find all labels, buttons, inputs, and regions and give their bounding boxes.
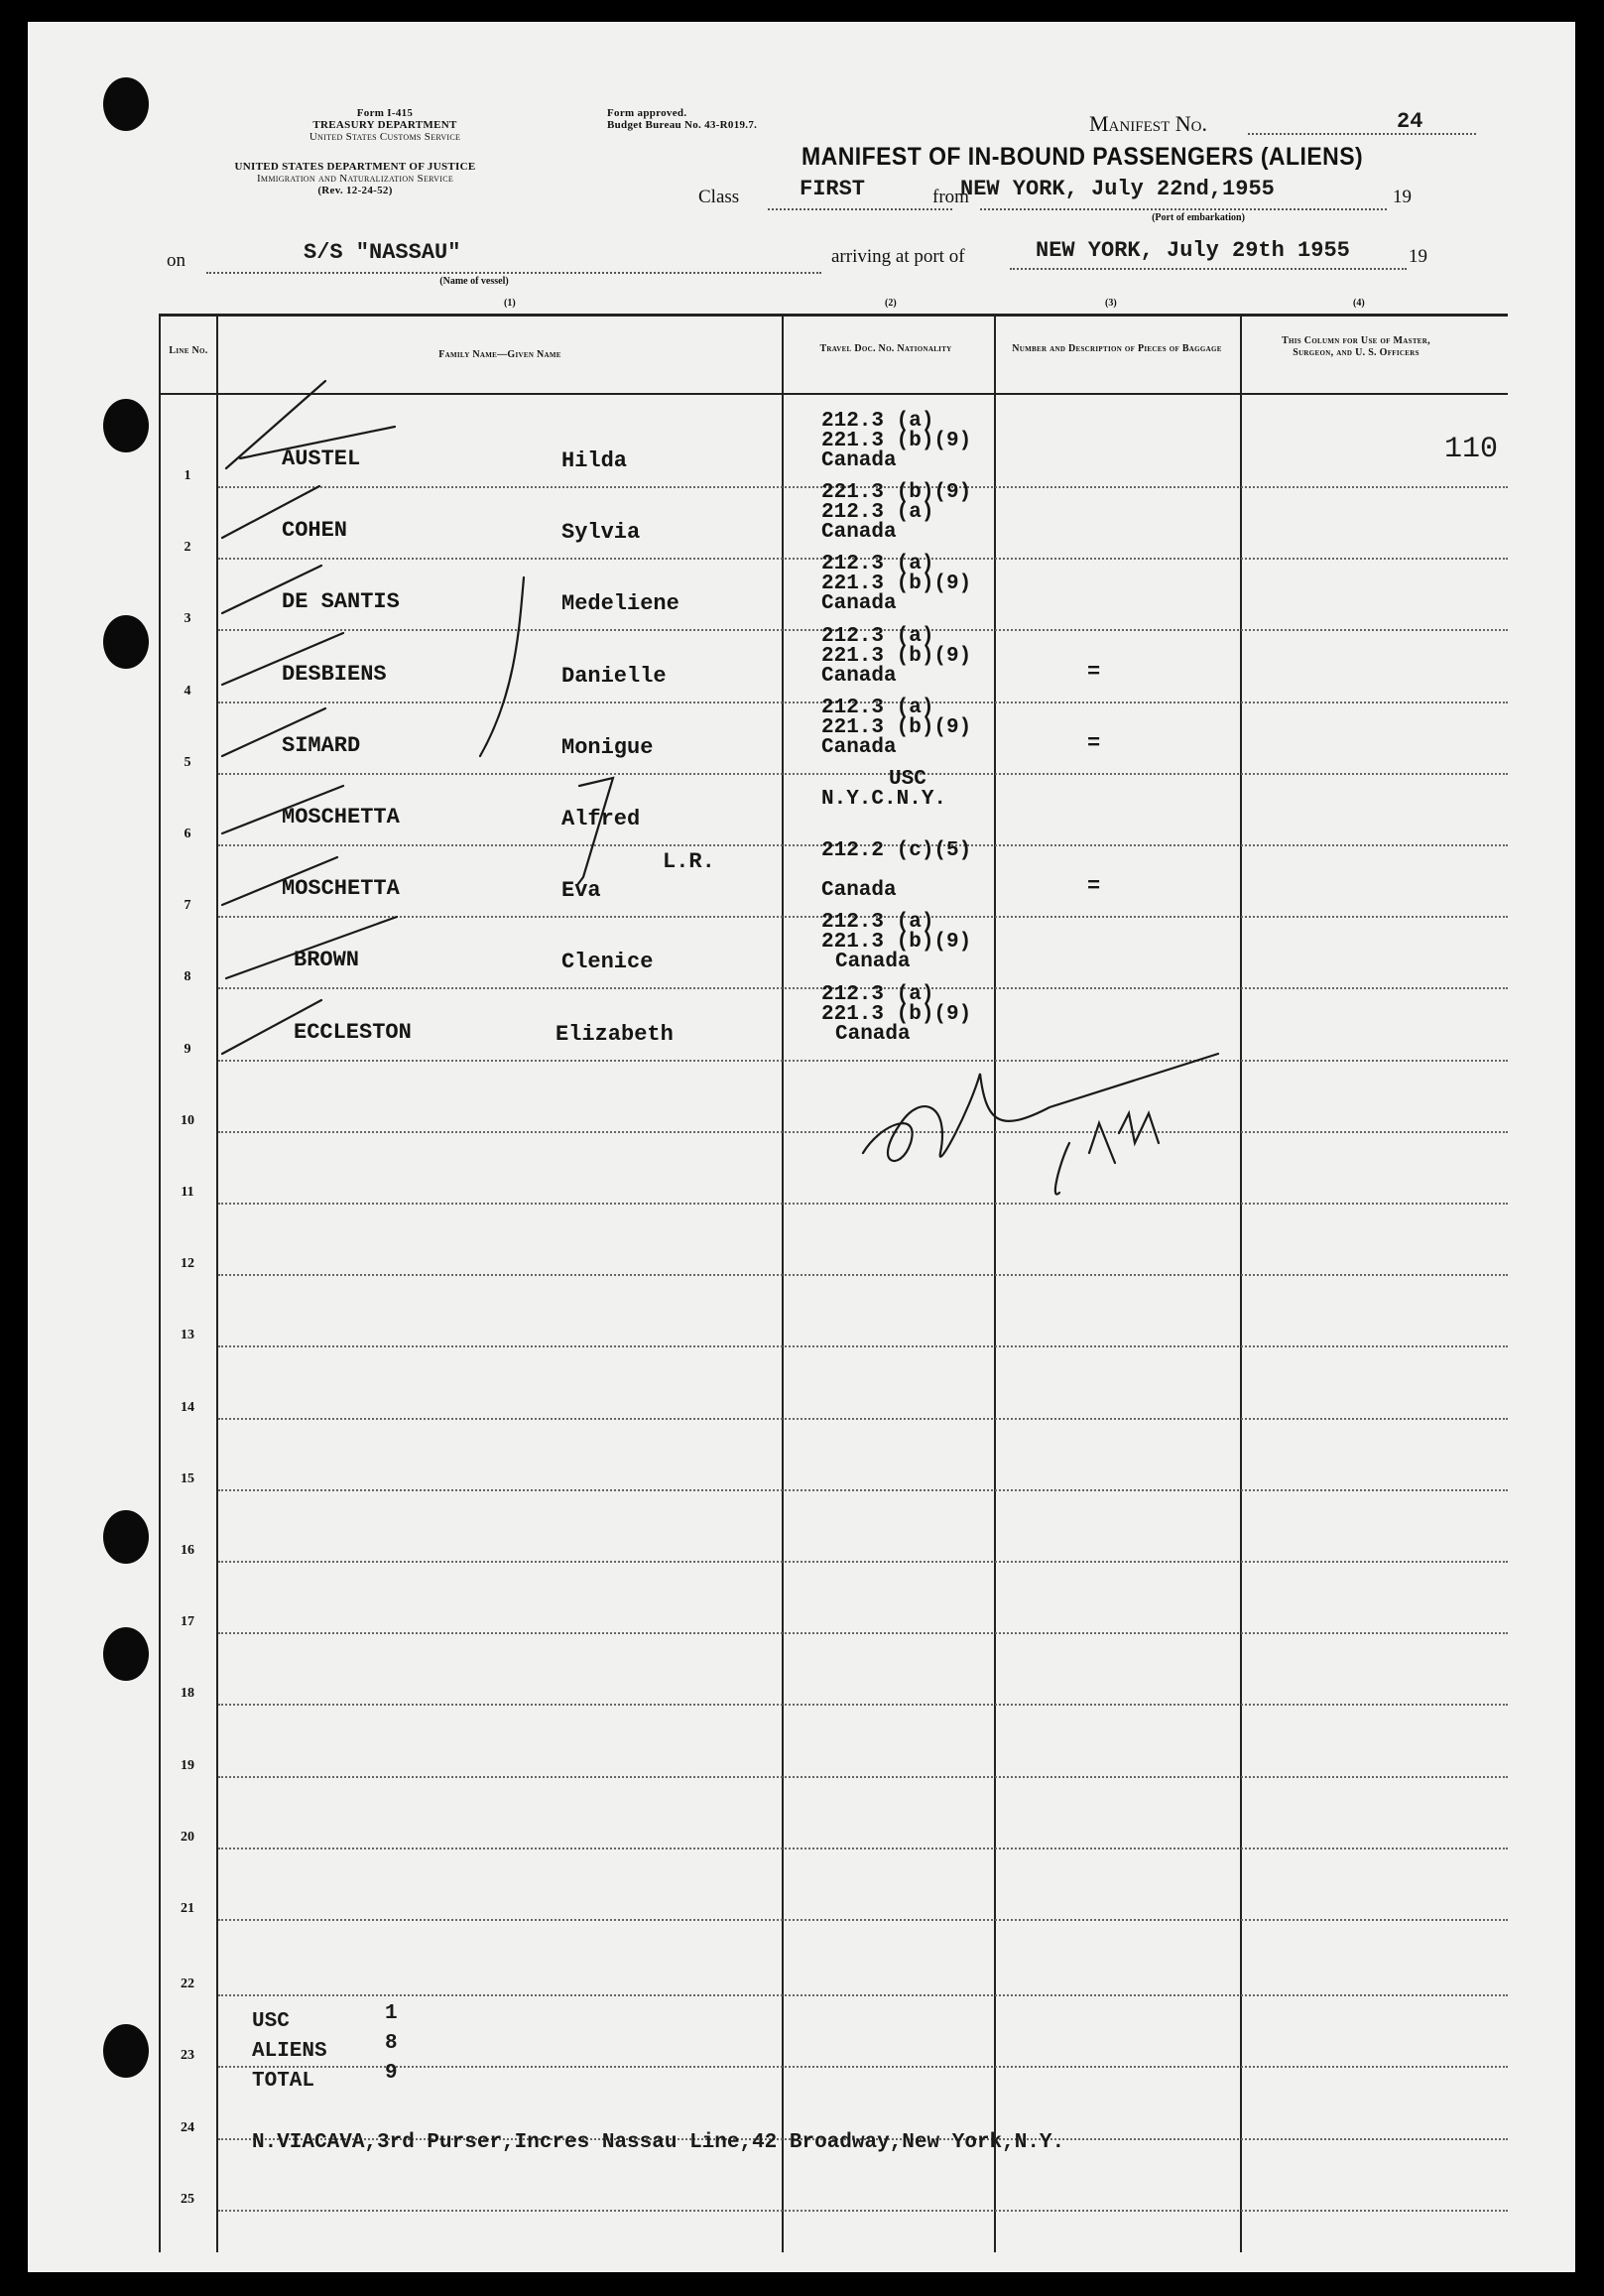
travel-doc-line: USC <box>889 768 926 791</box>
punch-hole <box>103 1510 149 1564</box>
given-name: Danielle <box>561 664 667 689</box>
line-number: 23 <box>181 2048 194 2063</box>
line-number: 22 <box>181 1977 194 1991</box>
total-value: 9 <box>385 2062 398 2085</box>
row-rule <box>218 1919 1508 1921</box>
family-name: DE SANTIS <box>282 589 400 614</box>
department-of-justice: UNITED STATES DEPARTMENT OF JUSTICE <box>234 161 476 173</box>
on-label: on <box>167 250 185 271</box>
table-left-rule <box>159 314 161 2252</box>
family-name: COHEN <box>282 518 348 543</box>
line-number: 12 <box>181 1256 194 1271</box>
line-number: 8 <box>184 969 191 984</box>
travel-doc-line: Canada <box>835 1023 911 1046</box>
column-number-2: (2) <box>885 298 897 309</box>
row-rule <box>218 1131 1508 1133</box>
row-rule <box>218 2066 1508 2068</box>
travel-doc-line: Canada <box>821 521 897 544</box>
line-number: 20 <box>181 1830 194 1845</box>
column-divider-1 <box>216 314 218 2252</box>
row-rule <box>218 1345 1508 1347</box>
punch-hole <box>103 77 149 131</box>
row-rule <box>218 2210 1508 2212</box>
row-rule <box>218 1704 1508 1706</box>
row-rule <box>218 1632 1508 1634</box>
line-number: 4 <box>184 684 191 699</box>
header-travel-doc: Travel Doc. No. Nationality <box>819 343 952 354</box>
row-rule <box>218 1203 1508 1205</box>
family-name: SIMARD <box>282 733 361 758</box>
line-number: 25 <box>181 2192 194 2207</box>
manifest-no-value: 24 <box>1397 109 1423 134</box>
header-bottom-rule <box>159 393 1508 395</box>
punch-hole <box>103 2024 149 2078</box>
line-number: 5 <box>184 755 191 770</box>
signature <box>1055 1113 1159 1195</box>
total-label: USC <box>252 2010 290 2033</box>
vertical-stroke <box>480 577 524 756</box>
row-rule <box>218 1561 1508 1563</box>
travel-doc-line: 212.2 (c)(5) <box>821 839 972 862</box>
line-number: 21 <box>181 1901 194 1916</box>
revision-date: (Rev. 12-24-52) <box>317 185 393 196</box>
travel-doc-line: 221.3 (b)(9) <box>821 716 972 739</box>
form-number: Form I-415 <box>356 107 414 119</box>
baggage-entry: = <box>1087 660 1101 685</box>
form-title: MANIFEST OF IN-BOUND PASSENGERS (ALIENS) <box>802 143 1364 171</box>
arrival-value: NEW YORK, July 29th 1955 <box>1036 238 1350 263</box>
travel-doc-line: 221.3 (b)(9) <box>821 645 972 668</box>
header-name: Family Name—Given Name <box>438 349 561 360</box>
travel-doc-line: 212.3 (a) <box>821 697 934 719</box>
row-rule <box>218 773 1508 775</box>
baggage-entry: = <box>1087 874 1101 899</box>
travel-doc-line: 212.3 (a) <box>821 501 934 524</box>
travel-doc-line: 221.3 (b)(9) <box>821 931 972 954</box>
travel-doc-line: 221.3 (b)(9) <box>821 430 972 452</box>
from-label: from <box>932 187 969 207</box>
given-name: Clenice <box>561 950 654 974</box>
column-number-3: (3) <box>1105 298 1117 309</box>
purser-line: N.VIACAVA,3rd Purser,Incres Nassau Line,42 Broadway,New York,N.Y. <box>252 2131 1065 2154</box>
given-name: Monigue <box>561 735 654 760</box>
travel-doc-line: 221.3 (b)(9) <box>821 573 972 595</box>
given-name: Eva <box>561 878 601 903</box>
column-divider-2 <box>782 314 784 2252</box>
column-divider-4 <box>1240 314 1242 2252</box>
line-number: 6 <box>184 827 191 841</box>
travel-doc-line: Canada <box>821 592 897 615</box>
column-divider-3 <box>994 314 996 2252</box>
vessel-name: S/S "NASSAU" <box>304 240 461 265</box>
arrival-line <box>1010 268 1407 270</box>
line-number: 15 <box>181 1471 194 1486</box>
travel-doc-line: 212.3 (a) <box>821 625 934 648</box>
travel-doc-line: 212.3 (a) <box>821 911 934 934</box>
line-number: 2 <box>184 540 191 555</box>
line-number: 11 <box>181 1185 194 1200</box>
manifest-no-label: Manifest No. <box>1089 111 1207 136</box>
column-number-4: (4) <box>1353 298 1365 309</box>
margin-number: 110 <box>1444 433 1499 466</box>
travel-doc-line: Canada <box>821 449 897 472</box>
manifest-no-line <box>1248 133 1476 135</box>
travel-doc-line: Canada <box>821 665 897 688</box>
travel-doc-line: 212.3 (a) <box>821 410 934 433</box>
given-name: Hilda <box>561 448 628 473</box>
bracket-mark <box>577 778 613 885</box>
from-value: NEW YORK, July 22nd,1955 <box>960 177 1275 201</box>
line-number: 7 <box>184 898 191 913</box>
punch-hole <box>103 399 149 452</box>
arriving-label: arriving at port of <box>831 246 965 267</box>
family-name: BROWN <box>294 948 360 972</box>
class-line <box>768 208 952 210</box>
row-rule <box>218 1848 1508 1850</box>
punch-hole <box>103 615 149 669</box>
table-top-rule <box>159 314 1508 317</box>
manifest-page <box>28 22 1575 2272</box>
year-label: 19 <box>1393 187 1412 207</box>
budget-bureau: Budget Bureau No. 43-R019.7. <box>607 119 758 131</box>
line-number: 16 <box>181 1543 194 1558</box>
family-name: MOSCHETTA <box>282 876 400 901</box>
header-line-no: Line No. <box>169 345 208 356</box>
travel-doc-line: 212.3 (a) <box>821 983 934 1006</box>
family-name: MOSCHETTA <box>282 805 400 829</box>
baggage-entry: = <box>1087 731 1101 756</box>
family-name: ECCLESTON <box>294 1020 412 1045</box>
total-label: ALIENS <box>252 2040 327 2063</box>
line-number: 9 <box>184 1042 191 1057</box>
header-baggage: Number and Description of Pieces of Baggage <box>1012 343 1222 354</box>
family-name: AUSTEL <box>282 446 361 471</box>
line-number: 13 <box>181 1328 194 1342</box>
from-line <box>980 208 1387 210</box>
class-value: FIRST <box>800 177 866 201</box>
travel-doc-line: 212.3 (a) <box>821 553 934 575</box>
family-name: DESBIENS <box>282 662 387 687</box>
vessel-line <box>206 272 821 274</box>
row-rule <box>218 1489 1508 1491</box>
travel-doc-line: 221.3 (b)(9) <box>821 481 972 504</box>
lr-note: L.R. <box>663 849 715 874</box>
arrival-year-label: 19 <box>1409 246 1427 267</box>
total-label: TOTAL <box>252 2070 315 2093</box>
travel-doc-line: Canada <box>821 736 897 759</box>
line-number: 1 <box>184 468 191 483</box>
total-value: 8 <box>385 2032 398 2055</box>
travel-doc-line: 221.3 (b)(9) <box>821 1003 972 1026</box>
form-approved: Form approved. <box>607 107 687 119</box>
customs-service: United States Customs Service <box>308 131 461 143</box>
row-rule <box>218 1418 1508 1420</box>
given-name: Sylvia <box>561 520 641 545</box>
row-rule <box>218 1994 1508 1996</box>
row-rule <box>218 1274 1508 1276</box>
line-number: 3 <box>184 611 191 626</box>
total-value: 1 <box>385 2002 398 2025</box>
line-number: 17 <box>181 1614 194 1629</box>
line-number: 14 <box>181 1400 194 1415</box>
given-name: Alfred <box>561 807 641 831</box>
given-name: Medeliene <box>561 591 679 616</box>
class-label: Class <box>698 187 740 207</box>
line-number: 19 <box>181 1758 194 1773</box>
column-number-1: (1) <box>504 298 516 309</box>
vessel-caption: (Name of vessel) <box>439 276 509 287</box>
given-name: Elizabeth <box>555 1022 674 1047</box>
travel-doc-line: N.Y.C.N.Y. <box>821 788 947 811</box>
line-number: 18 <box>181 1686 194 1701</box>
header-officers: This Column for Use of Master, Surgeon, and U. S. Officers <box>1282 335 1430 358</box>
embark-caption: (Port of embarkation) <box>1152 212 1245 223</box>
punch-hole <box>103 1627 149 1681</box>
line-number: 10 <box>181 1113 194 1128</box>
travel-doc-line: Canada <box>835 951 911 973</box>
row-rule <box>218 1776 1508 1778</box>
signature <box>863 1054 1218 1161</box>
treasury-department: TREASURY DEPARTMENT <box>312 119 457 131</box>
line-number: 24 <box>181 2120 194 2135</box>
row-rule <box>218 1060 1508 1062</box>
immigration-service: Immigration and Naturalization Service <box>256 173 454 185</box>
travel-doc-line: Canada <box>821 879 897 902</box>
